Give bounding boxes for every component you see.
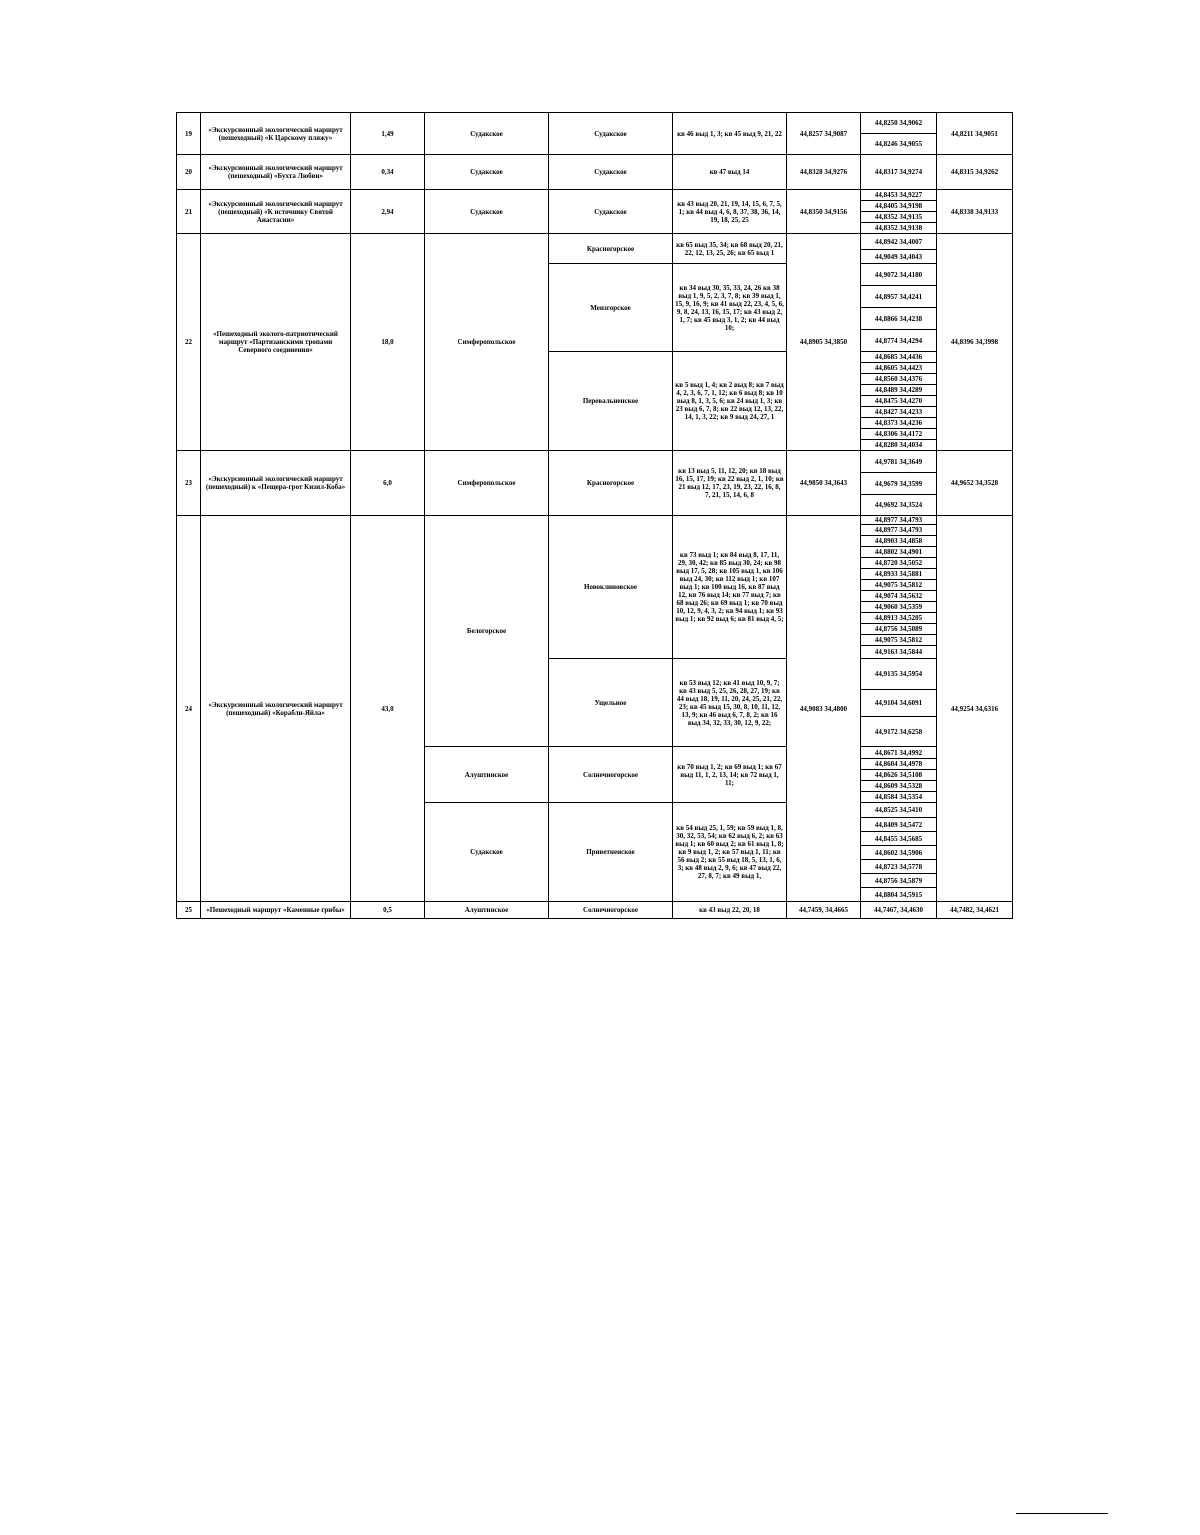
forest-plots: кв 54 выд 25, 1, 59; кв 59 выд 1, 8, 30, 32, 53, 54; кв 62 выд 6, 2; кв 63 выд 1; кв 60 выд 2; кв 61 выд 1, 8; кв 9 выд 1, 2; кв 57 выд 1, 11; кв 56 выд 2; кв 55 выд 18, 5, 13, 1, 6, 3; кв 48 выд 2, 9, 6; кв 47 выд 22, 27, 8, 7; кв 49 выд 1,: [673, 803, 787, 902]
row-number: 25: [177, 902, 201, 919]
route-name: «Экскурсионный экологический маршрут (пешеходный) «Бухта Любви»: [201, 155, 351, 190]
start-point: 44,8328 34,9276: [787, 155, 861, 190]
turn-point: 44,8913 34,5205: [861, 613, 937, 624]
district-forestry: Солнечногорское: [549, 902, 673, 919]
start-point: 44,9083 34,4800: [787, 516, 861, 902]
forestry: Судакское: [425, 155, 549, 190]
turn-point: 44,8306 34,4172: [861, 429, 937, 440]
turn-point: 44,9075 34,5812: [861, 635, 937, 646]
district-forestry: Мензгорское: [549, 264, 673, 352]
turn-point: 44,9072 34,4180: [861, 264, 937, 286]
turn-point: 44,9074 34,5632: [861, 591, 937, 602]
forestry: Судакское: [425, 190, 549, 234]
row-number: 19: [177, 113, 201, 155]
forest-plots: кв 5 выд 1, 4; кв 2 выд 8; кв 7 выд 4, 2, 3, 6, 7, 1, 12; кв 6 выд 8; кв 10 выд 8, 1, 3, 5, 6; кв 24 выд 1, 3; кв 23 выд 6, 7, 8; кв 22 выд 12, 13, 22, 14, 1, 3, 22; кв 9 выд 24, 27, 1: [673, 352, 787, 451]
turn-point: 44,8525 34,5410: [861, 803, 937, 818]
district-forestry: Ущельное: [549, 659, 673, 747]
turn-point: 44,8427 34,4233: [861, 407, 937, 418]
start-point: 44,7459, 34,4665: [787, 902, 861, 919]
forest-plots: кв 43 выд 20, 21, 19, 14, 15, 6, 7, 5, 1; кв 44 выд 4, 6, 8, 37, 38, 36, 14, 19, 18, 25, 25: [673, 190, 787, 234]
end-point: 44,8338 34,9133: [937, 190, 1013, 234]
turn-point: 44,8584 34,5354: [861, 792, 937, 803]
turn-point: 44,8605 34,4423: [861, 363, 937, 374]
table-row: [177, 451, 1013, 473]
turn-point: 44,8405 34,9198: [861, 201, 937, 212]
forest-plots: кв 46 выд 1, 3; кв 45 выд 9, 21, 22: [673, 113, 787, 155]
route-name: «Экскурсионный экологический маршрут (пешеходный) «Корабли-Яйла»: [201, 516, 351, 902]
forest-plots: кв 34 выд 30, 35, 33, 24, 26 кв 38 выд 1, 9, 5, 2, 3, 7, 8; кв 39 выд 1, 15, 9, 16, 9; кв 41 выд 22, 23, 4, 5, 6, 9, 8, 24, 13, 16, 15, 17; кв 43 выд 2, 1, 7; кв 45 выд 3, 1, 2; кв 44 выд 10;: [673, 264, 787, 352]
forest-plots: кв 53 выд 12; кв 41 выд 10, 9, 7; кв 43 выд 5, 25, 26, 28, 27, 19; кв 44 выд 18, 19, 11, 20, 24, 25, 21, 22, 23; кв 45 выд 15, 30, 8, 10, 11, 12, 13, 9; кв 46 выд 6, 7, 8, 2; кв 16 выд 34, 32, 33, 30, 12, 9, 22;: [673, 659, 787, 747]
row-number: 20: [177, 155, 201, 190]
route-name: «Пешеходный эколого-патриотический маршрут «Партизанскими тропами Северного соединения»: [201, 234, 351, 451]
row-number: 21: [177, 190, 201, 234]
turn-point: 44,8609 34,5328: [861, 781, 937, 792]
turn-point: 44,8453 34,9227: [861, 190, 937, 201]
row-number: 23: [177, 451, 201, 516]
turn-point: 44,8957 34,4241: [861, 286, 937, 308]
turn-point: 44,8246 34,9055: [861, 134, 937, 155]
forestry: Симферопольское: [425, 451, 549, 516]
district-forestry: Судакское: [549, 190, 673, 234]
forestry: Судакское: [425, 113, 549, 155]
route-length: 1,49: [351, 113, 425, 155]
turn-point: 44,8560 34,4376: [861, 374, 937, 385]
table-row: [177, 234, 1013, 250]
district-forestry: Судакское: [549, 155, 673, 190]
forestry: Белогорское: [425, 516, 549, 747]
turn-point: 44,8317 34,9274: [861, 155, 937, 190]
turn-point: 44,8602 34,5906: [861, 846, 937, 860]
turn-point: 44,9049 34,4043: [861, 250, 937, 264]
forest-plots: кв 73 выд 1; кв 84 выд 8, 17, 11, 29, 30, 42; кв 85 выд 30, 24; кв 98 выд 17, 5, 28; кв 105 выд 1, кв 106 выд 24, 30; кв 112 выд 1; кв 107 выд 1; кв 100 выд 16, кв 87 выд 12, кв 76 выд 14; кв 77 выд 7; кв 68 выд 26; кв 69 выд 1; кв 70 выд 10, 12, 9, 4, 3, 2; кв 94 выд 1; кв 93 выд 1; кв 92 выд 6; кв 81 выд 4, 5;: [673, 516, 787, 659]
forest-plots: кв 65 выд 35, 34; кв 68 выд 20, 21, 22, 12, 13, 25, 26; кв 65 выд 1: [673, 234, 787, 264]
turn-point: 44,8352 34,9138: [861, 223, 937, 234]
district-forestry: Перевальненское: [549, 352, 673, 451]
turn-point: 44,9172 34,6258: [861, 717, 937, 747]
start-point: 44,8905 34,3850: [787, 234, 861, 451]
turn-point: 44,8671 34,4992: [861, 747, 937, 759]
turn-point: 44,8720 34,5052: [861, 558, 937, 569]
route-name: «Пешеходный маршрут «Каменные грибы»: [201, 902, 351, 919]
turn-point: 44,9163 34,5844: [861, 646, 937, 659]
district-forestry: Красногорское: [549, 451, 673, 516]
end-point: 44,8211 34,9051: [937, 113, 1013, 155]
turn-point: 44,9135 34,5954: [861, 659, 937, 690]
district-forestry: Красногорское: [549, 234, 673, 264]
turn-point: 44,8373 34,4236: [861, 418, 937, 429]
turn-point: 44,8977 34,4793: [861, 516, 937, 525]
turn-point: 44,8685 34,4436: [861, 352, 937, 363]
turn-point: 44,8352 34,9135: [861, 212, 937, 223]
start-point: 44,8257 34,9087: [787, 113, 861, 155]
end-point: 44,7482, 34,4621: [937, 902, 1013, 919]
turn-point: 44,8409 34,5472: [861, 818, 937, 832]
district-forestry: Привет​ненское: [549, 803, 673, 902]
start-point: 44,9850 34,3643: [787, 451, 861, 516]
forestry: Алуштинское: [425, 747, 549, 803]
district-forestry: Солнечногорское: [549, 747, 673, 803]
table-row: [177, 155, 1013, 190]
turn-point: 44,8903 34,4858: [861, 536, 937, 547]
turn-point: 44,9075 34,5812: [861, 580, 937, 591]
turn-point: 44,8723 34,5778: [861, 860, 937, 874]
turn-point: 44,8250 34,9062: [861, 113, 937, 134]
row-number: 24: [177, 516, 201, 902]
route-length: 43,0: [351, 516, 425, 902]
turn-point: 44,8604 34,4978: [861, 759, 937, 770]
forestry: Симферопольское: [425, 234, 549, 451]
routes-table: [176, 112, 1013, 919]
turn-point: 44,7467, 34,4630: [861, 902, 937, 919]
turn-point: 44,8866 34,4238: [861, 308, 937, 330]
route-length: 6,0: [351, 451, 425, 516]
forest-plots: кв 47 выд 14: [673, 155, 787, 190]
turn-point: 44,8475 34,4270: [861, 396, 937, 407]
turn-point: 44,8804 34,5915: [861, 888, 937, 902]
table-row: [177, 113, 1013, 134]
turn-point: 44,8977 34,4793: [861, 525, 937, 536]
route-name: «Экскурсионный экологический маршрут (пешеходный) «К источнику Святой Анастасии»: [201, 190, 351, 234]
turn-point: 44,9781 34,3649: [861, 451, 937, 473]
forestry: Алуштинское: [425, 902, 549, 919]
table-row: [177, 902, 1013, 919]
route-name: «Экскурсионный экологический маршрут (пешеходный) «К Царскому пляжу»: [201, 113, 351, 155]
district-forestry: Судакское: [549, 113, 673, 155]
route-length: 0,34: [351, 155, 425, 190]
turn-point: 44,9060 34,5359: [861, 602, 937, 613]
district-forestry: Новоклиновское: [549, 516, 673, 659]
turn-point: 44,8942 34,4007: [861, 234, 937, 250]
forest-plots: кв 43 выд 22, 20, 18: [673, 902, 787, 919]
table-row: [177, 190, 1013, 201]
turn-point: 44,8280 34,4034: [861, 440, 937, 451]
forest-plots: кв 70 выд 1, 2; кв 69 выд 1; кв 67 выд 11, 1, 2, 13, 14; кв 72 выд 1, 11;: [673, 747, 787, 803]
turn-point: 44,8626 34,5108: [861, 770, 937, 781]
turn-point: 44,8774 34,4294: [861, 330, 937, 352]
turn-point: 44,8802 34,4901: [861, 547, 937, 558]
route-name: «Экскурсионный экологический маршрут (пешеходный) к «Пещера-грот Кизил-Коба»: [201, 451, 351, 516]
route-length: 18,0: [351, 234, 425, 451]
turn-point: 44,9692 34,3524: [861, 495, 937, 516]
route-length: 2,94: [351, 190, 425, 234]
turn-point: 44,8455 34,5685: [861, 832, 937, 846]
table-row: [177, 516, 1013, 525]
turn-point: 44,8489 34,4289: [861, 385, 937, 396]
forestry: Судакское: [425, 803, 549, 902]
turn-point: 44,8756 34,5089: [861, 624, 937, 635]
turn-point: 44,9104 34,6091: [861, 690, 937, 717]
row-number: 22: [177, 234, 201, 451]
turn-point: 44,8933 34,5881: [861, 569, 937, 580]
forest-plots: кв 13 выд 5, 11, 12, 20; кв 18 выд 16, 15, 17, 19; кв 22 выд 2, 1, 10; кв 21 выд 12, 17, 23, 19, 23, 22, 16, 8, 7, 21, 15, 14, 6, 8: [673, 451, 787, 516]
end-point: 44,8396 34,3998: [937, 234, 1013, 451]
end-point: 44,9254 34,6316: [937, 516, 1013, 902]
start-point: 44,8350 34,9156: [787, 190, 861, 234]
footer-rule: [1016, 1513, 1108, 1514]
end-point: 44,8315 34,9262: [937, 155, 1013, 190]
end-point: 44,9652 34,3528: [937, 451, 1013, 516]
turn-point: 44,8756 34,5879: [861, 874, 937, 888]
route-length: 0,5: [351, 902, 425, 919]
turn-point: 44,9679 34,3599: [861, 473, 937, 495]
